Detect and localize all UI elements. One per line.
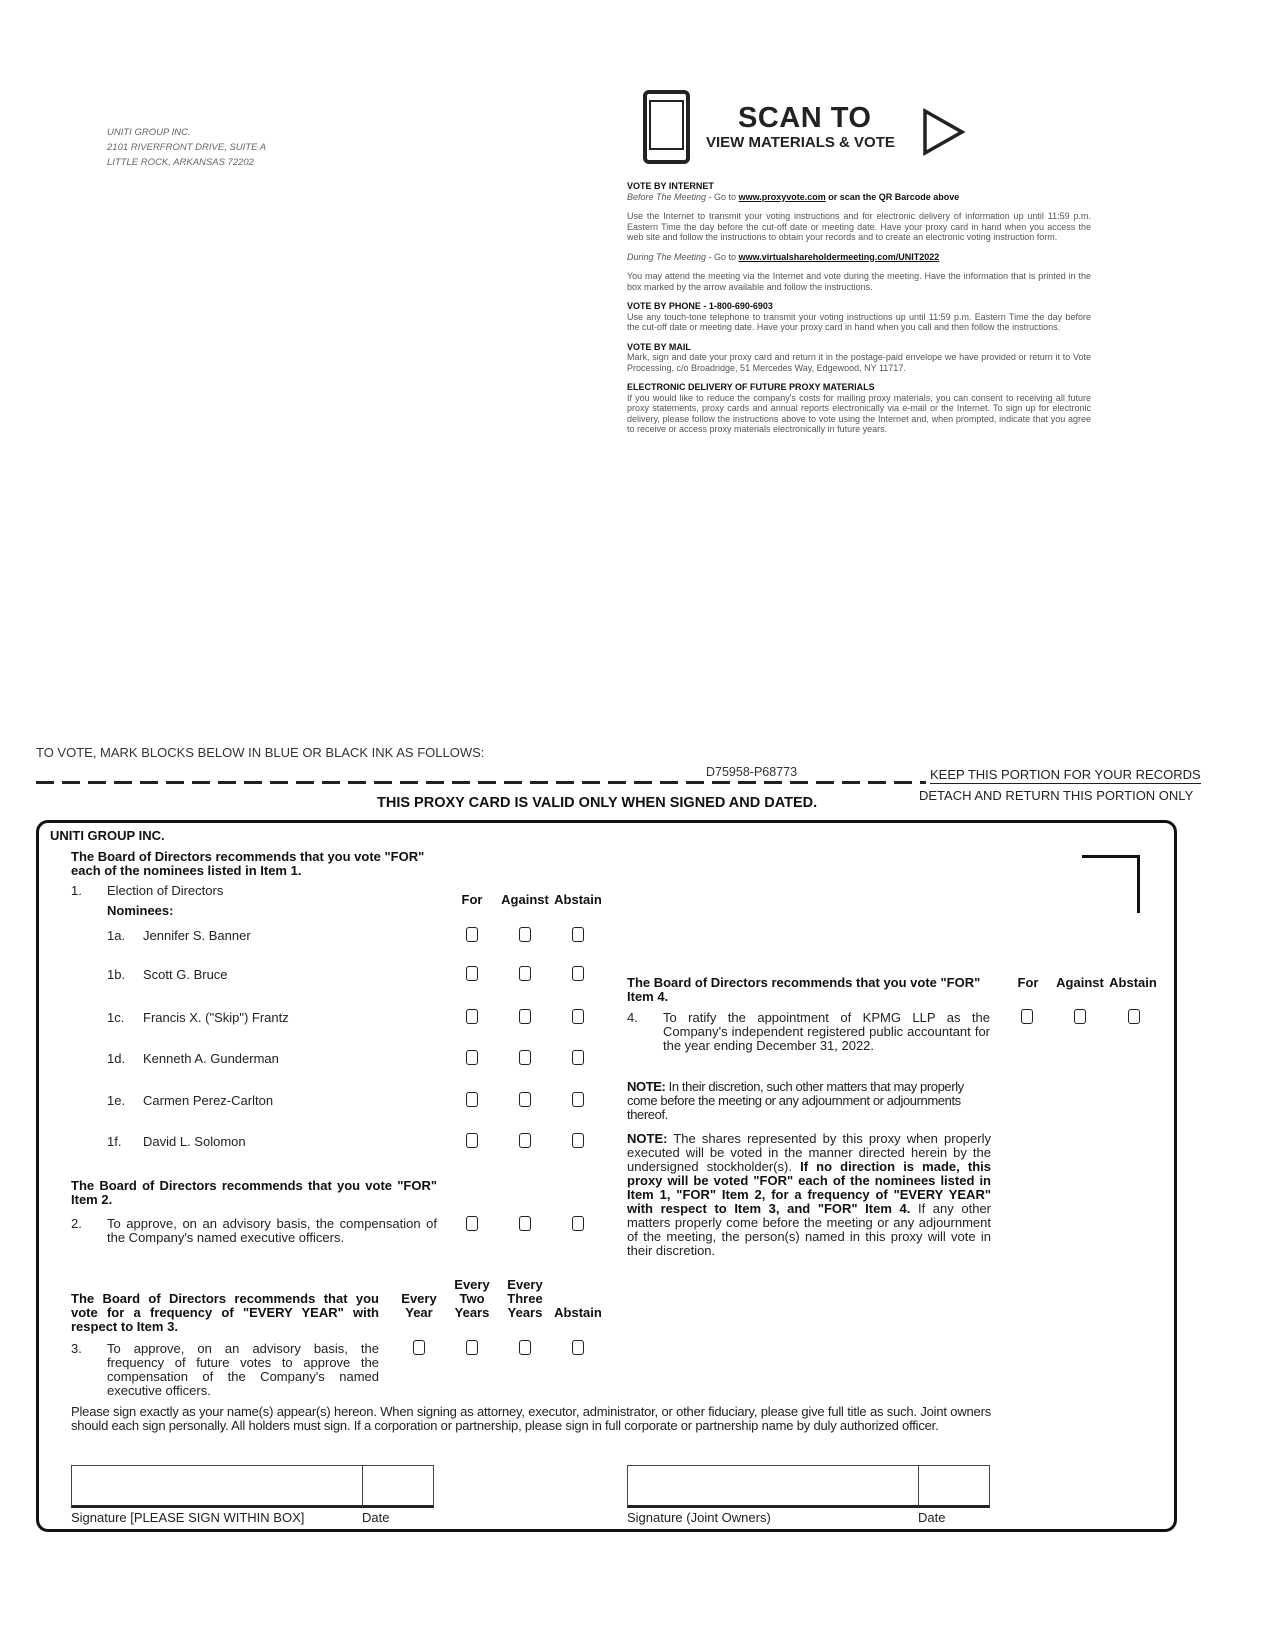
recommendation-3: The Board of Directors recommends that you vote for a frequency of "EVERY YEAR" with respect to Item 3.: [71, 1291, 379, 1334]
nominee-name: Carmen Perez-Carlton: [143, 1093, 274, 1108]
nominee-name: Kenneth A. Gunderman: [143, 1051, 279, 1066]
play-arrow-icon: [922, 108, 966, 156]
checkbox-item2-abstain[interactable]: [572, 1216, 584, 1231]
control-number: D75958-P68773: [706, 765, 798, 779]
note-1: NOTE: In their discretion, such other matters that may properly come before the meeting or any adjournment or adjournments thereof.: [627, 1079, 964, 1122]
checkbox-1e-against[interactable]: [519, 1092, 531, 1107]
checkbox-item4-abstain[interactable]: [1128, 1009, 1140, 1024]
checkbox-1f-abstain[interactable]: [572, 1133, 584, 1148]
checkbox-item4-against[interactable]: [1074, 1009, 1086, 1024]
item3-text: To approve, on an advisory basis, the frequency of future votes to approve the compensation of the Company's named executive officers.: [107, 1341, 379, 1398]
checkbox-1a-for[interactable]: [466, 927, 478, 942]
recommendation-2: The Board of Directors recommends that you vote "FOR" Item 2.: [71, 1178, 437, 1207]
checkbox-1c-for[interactable]: [466, 1009, 478, 1024]
nominee-name: David L. Solomon: [143, 1134, 246, 1149]
detach-line: [36, 781, 926, 784]
corner-mark: [1082, 855, 1140, 913]
nominee-name: Francis X. ("Skip") Frantz: [143, 1010, 289, 1025]
recommendation-1: The Board of Directors recommends that you vote "FOR" each of the nominees listed in Item 1.: [71, 849, 425, 878]
detach-portion-label: DETACH AND RETURN THIS PORTION ONLY: [919, 788, 1194, 803]
nominees-label: Nominees:: [107, 903, 174, 918]
nominee-number: 1f.: [107, 1134, 122, 1149]
virtual-meeting-link[interactable]: www.virtualshareholdermeeting.com/UNIT2022: [738, 251, 940, 262]
item2-text: To approve, on an advisory basis, the compensation of the Company's named executive officers.: [107, 1216, 437, 1245]
nominee-number: 1d.: [107, 1051, 126, 1066]
checkbox-1a-abstain[interactable]: [572, 927, 584, 942]
card-company: UNITI GROUP INC.: [50, 828, 165, 843]
voting-instructions: VOTE BY INTERNET Before The Meeting - Go to www.proxyvote.com or scan the QR Barcode above Use the Internet to transmit your voting instructions and for electronic delivery of information up until 11:59 p.m. Eastern Time the day before the cut-off date or meeting date. Have your proxy card in hand when you access the web site and follow the instructions to obtain your records and to create an electronic voting instruction form. During The Meeting - Go to www.virtualshareholdermeeting.com/UNIT2022 You may attend the meeting via the Internet and vote during the meeting. Have the information that is printed in the box marked by the arrow available and follow the instructions. VOTE BY PHONE - 1-800-690-6903 Use any touch-tone telephone to transmit your voting instructions up until 11:59 p.m. Eastern Time the day before the cut-off date or meeting date. Have your proxy card in hand when you call and then follow the instructions. VOTE BY MAIL Mark, sign and date your proxy card and return it in the postage-paid envelope we have provided or return it to Vote Processing, c/o Broadridge, 51 Mercedes Way, Edgewood, NY 11717. ELECTRONIC DELIVERY OF FUTURE PROXY MATERIALS If you would like to reduce the company's costs for mailing proxy materials, you can consent to receiving all future proxy statements, proxy cards and annual reports electronically via e-mail or the Internet. To sign up for electronic delivery, please follow the instructions above to vote using the Internet and, when prompted, indicate that you agree to receive or access proxy materials electronically in future years.: [627, 181, 1091, 434]
nominee-name: Jennifer S. Banner: [143, 928, 251, 943]
signing-instructions: Please sign exactly as your name(s) appear(s) hereon. When signing as attorney, executor, administrator, or other fiduciary, please give full title as such. Joint owners should each sign personally. All holders must sign. If a corporation or partnership, please sign in full corporate or partnership name by duly authorized officer.: [71, 1404, 991, 1433]
item1-label: Election of Directors: [107, 883, 224, 898]
checkbox-1b-abstain[interactable]: [572, 966, 584, 981]
nominee-number: 1e.: [107, 1093, 126, 1108]
checkbox-1c-abstain[interactable]: [572, 1009, 584, 1024]
signature-box[interactable]: [71, 1465, 363, 1508]
nominee-number: 1a.: [107, 928, 126, 943]
checkbox-1d-against[interactable]: [519, 1050, 531, 1065]
checkbox-1b-for[interactable]: [466, 966, 478, 981]
checkbox-1e-abstain[interactable]: [572, 1092, 584, 1107]
checkbox-1a-against[interactable]: [519, 927, 531, 942]
date-box[interactable]: [362, 1465, 434, 1508]
scan-subtitle: VIEW MATERIALS & VOTE: [706, 134, 895, 151]
checkbox-item2-against[interactable]: [519, 1216, 531, 1231]
checkbox-item4-for[interactable]: [1021, 1009, 1033, 1024]
checkbox-1d-abstain[interactable]: [572, 1050, 584, 1065]
checkbox-1e-for[interactable]: [466, 1092, 478, 1107]
nominee-number: 1b.: [107, 967, 126, 982]
checkbox-1f-against[interactable]: [519, 1133, 531, 1148]
valid-notice: THIS PROXY CARD IS VALID ONLY WHEN SIGNED AND DATED.: [377, 795, 818, 811]
checkbox-1c-against[interactable]: [519, 1009, 531, 1024]
joint-date-box[interactable]: [918, 1465, 990, 1508]
phone-icon: [643, 90, 690, 164]
proxyvote-link[interactable]: www.proxyvote.com: [738, 191, 826, 202]
scan-title: SCAN TO: [738, 102, 872, 134]
checkbox-1f-for[interactable]: [466, 1133, 478, 1148]
company-address: UNITI GROUP INC. 2101 RIVERFRONT DRIVE, SUITE A LITTLE ROCK, ARKANSAS 72202: [107, 127, 267, 168]
item4-text: To ratify the appointment of KPMG LLP as the Company's independent registered public accountant for the year ending December 31, 2022.: [663, 1010, 990, 1053]
checkbox-item3-abstain[interactable]: [572, 1340, 584, 1355]
mark-instructions: TO VOTE, MARK BLOCKS BELOW IN BLUE OR BLACK INK AS FOLLOWS:: [36, 745, 485, 760]
checkbox-1b-against[interactable]: [519, 966, 531, 981]
nominee-number: 1c.: [107, 1010, 125, 1025]
checkbox-1d-for[interactable]: [466, 1050, 478, 1065]
nominee-name: Scott G. Bruce: [143, 967, 228, 982]
checkbox-item3-every-two-years[interactable]: [466, 1340, 478, 1355]
checkbox-item2-for[interactable]: [466, 1216, 478, 1231]
checkbox-item3-every-three-years[interactable]: [519, 1340, 531, 1355]
checkbox-item3-every-year[interactable]: [413, 1340, 425, 1355]
recommendation-4: The Board of Directors recommends that you vote "FOR" Item 4.: [627, 975, 981, 1004]
note-2: NOTE: The shares represented by this proxy when properly executed will be voted in the manner directed herein by the undersigned stockholder(s). If no direction is made, this proxy will be voted "FOR" each of the nominees listed in Item 1, "FOR" Item 2, for a frequency of "EVERY YEAR" with respect to Item 3, and "FOR" Item 4. If any other matters properly come before the meeting or any adjournment of the meeting, the person(s) named in this proxy will vote in their discretion.: [627, 1131, 991, 1258]
keep-portion-label: KEEP THIS PORTION FOR YOUR RECORDS: [930, 767, 1201, 782]
joint-signature-box[interactable]: [627, 1465, 919, 1508]
